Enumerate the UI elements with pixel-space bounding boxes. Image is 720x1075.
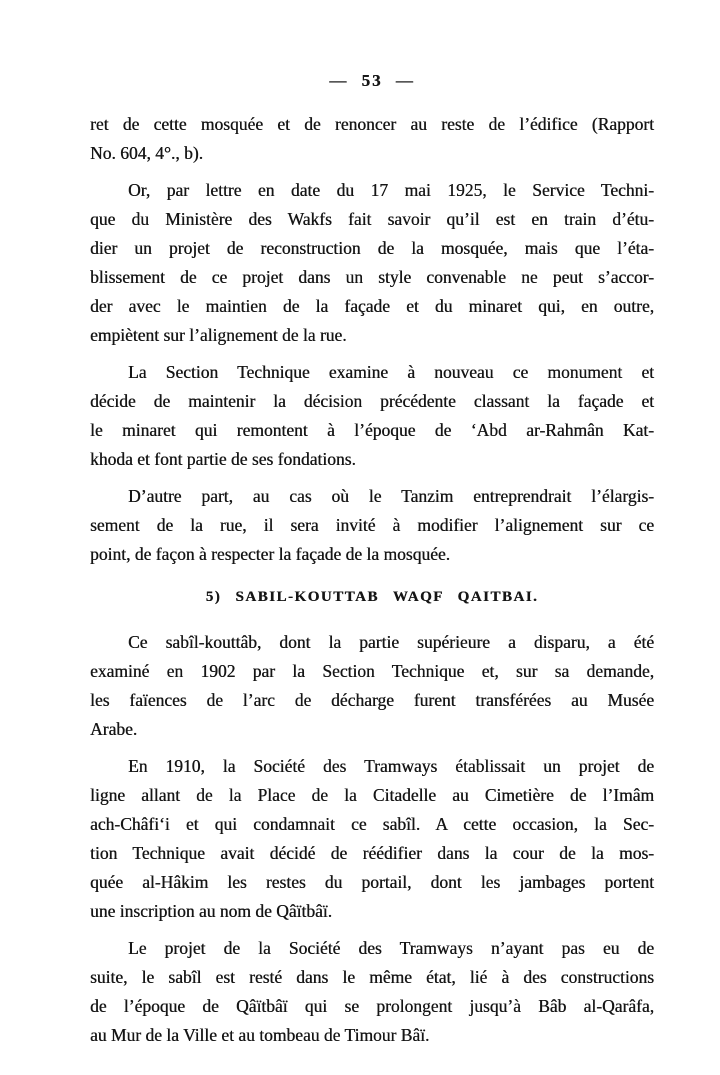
text-line: blissement de ce projet dans un style convenable ne peut s’accor- — [90, 267, 654, 287]
text-line: suite, le sabîl est resté dans le même état, lié à des constructions — [90, 967, 654, 987]
paragraph — [90, 482, 654, 569]
text-line: empiètent sur l’alignement de la rue. — [90, 325, 347, 345]
text-line: ligne allant de la Place de la Citadelle au Cimetière de l’Imâm — [90, 785, 654, 805]
text-line: Arabe. — [90, 719, 138, 739]
text-line: Le projet de la Société des Tramways n’ayant pas eu de — [128, 938, 654, 958]
text-line: tion Technique avait décidé de réédifier dans la cour de la mos- — [90, 843, 654, 863]
paragraph — [90, 934, 654, 1050]
text-line: La Section Technique examine à nouveau ce monument et — [128, 362, 654, 382]
text-line: le minaret qui remontent à l’époque de ‘Abd ar-Rahmân Kat- — [90, 420, 654, 440]
text-line: dier un projet de reconstruction de la mosquée, mais que l’éta- — [90, 238, 654, 258]
text-line: der avec le maintien de la façade et du minaret qui, en outre, — [90, 296, 654, 316]
text-line: No. 604, 4°., b). — [90, 143, 203, 163]
text-line: ach-Châfi‘i et qui condamnait ce sabîl. A cette occasion, la Sec- — [90, 814, 654, 834]
paragraph — [90, 628, 654, 744]
text-line: En 1910, la Société des Tramways établissait un projet de — [128, 756, 654, 776]
text-line: Ce sabîl-kouttâb, dont la partie supérieure a disparu, a été — [128, 632, 654, 652]
paragraph — [90, 752, 654, 926]
text-line: khoda et font partie de ses fondations. — [90, 449, 356, 469]
text-line: de l’époque de Qâïtbâï qui se prolongent jusqu’à Bâb al-Qarâfa, — [90, 996, 654, 1016]
text-line: sement de la rue, il sera invité à modifier l’alignement sur ce — [90, 515, 654, 535]
text-line: une inscription au nom de Qâïtbâï. — [90, 901, 333, 921]
text-line: au Mur de la Ville et au tombeau de Timour Bâï. — [90, 1025, 430, 1045]
paragraph — [90, 176, 654, 350]
text-line: Or, par lettre en date du 17 mai 1925, le Service Techni- — [128, 180, 654, 200]
text-line: que du Ministère des Wakfs fait savoir qu’il est en train d’étu- — [90, 209, 654, 229]
paragraph-continuation — [90, 110, 654, 168]
text-line: point, de façon à respecter la façade de la mosquée. — [90, 544, 451, 564]
text-line: ret de cette mosquée et de renoncer au reste de l’édifice (Rapport — [90, 114, 654, 134]
text-line: quée al-Hâkim les restes du portail, dont les jambages portent — [90, 872, 654, 892]
paragraph — [90, 358, 654, 474]
text-line: les faïences de l’arc de décharge furent transférées au Musée — [90, 690, 654, 710]
text-line: D’autre part, au cas où le Tanzim entreprendrait l’élargis- — [128, 486, 654, 506]
section-heading: 5) SABIL-KOUTTAB WAQF QAITBAI. — [205, 589, 539, 605]
text-line: décide de maintenir la décision précédente classant la façade et — [90, 391, 654, 411]
page-number: — 53 — — [329, 71, 415, 90]
text-line: examiné en 1902 par la Section Technique et, sur sa demande, — [90, 661, 654, 681]
